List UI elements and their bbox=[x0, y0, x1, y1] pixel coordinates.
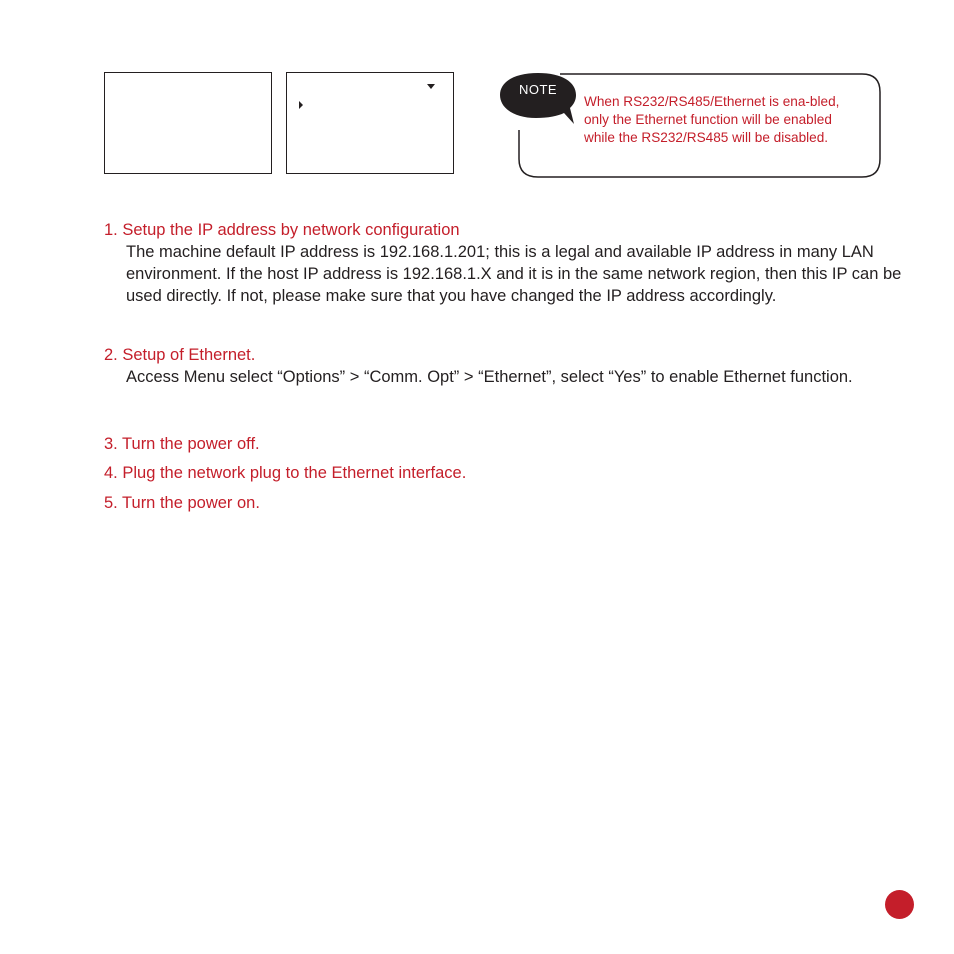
step-4 bbox=[104, 462, 466, 484]
step-1 bbox=[104, 219, 906, 307]
selection-pointer-icon bbox=[299, 101, 303, 109]
step-body: Access Menu select “Options” > “Comm. Opt” > “Ethernet”, select “Yes” to enable Ethernet function. bbox=[126, 368, 853, 386]
scroll-down-arrow-icon bbox=[427, 84, 435, 89]
page-marker-dot bbox=[885, 890, 914, 919]
step-2 bbox=[104, 344, 906, 388]
device-screen-blank bbox=[104, 72, 272, 174]
note-label: NOTE bbox=[518, 82, 558, 97]
step-title: 3. Turn the power off. bbox=[104, 435, 260, 453]
note-text: When RS232/RS485/Ethernet is ena-bled, only the Ethernet function will be enabled while the RS232/RS485 will be disabled. bbox=[584, 94, 840, 145]
note-callout bbox=[496, 68, 886, 183]
step-title: 4. Plug the network plug to the Ethernet interface. bbox=[104, 464, 467, 482]
step-title: 2. Setup of Ethernet. bbox=[104, 346, 256, 364]
step-title: 5. Turn the power on. bbox=[104, 494, 260, 512]
device-screen-menu bbox=[286, 72, 454, 174]
step-title: 1. Setup the IP address by network configuration bbox=[104, 221, 460, 239]
step-3 bbox=[104, 433, 260, 455]
step-5 bbox=[104, 492, 260, 514]
step-body: The machine default IP address is 192.168.1.201; this is a legal and available IP address in many LAN environment. If the host IP address is 192.168.1.X and it is in the same network region, then this IP can be used directly. If not, please make sure that you have changed the IP address accordingly. bbox=[126, 243, 902, 305]
